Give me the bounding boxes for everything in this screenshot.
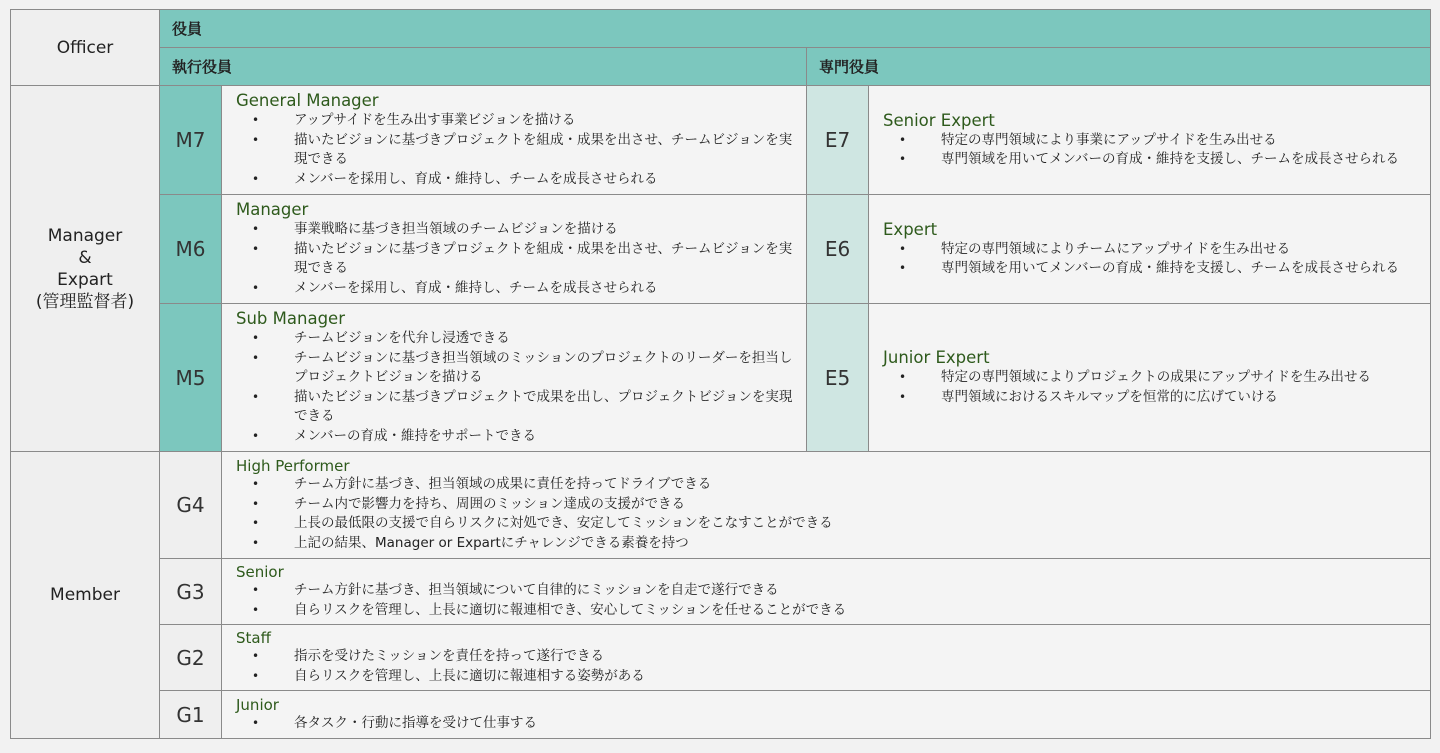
manager-category	[11, 86, 160, 452]
manager-category-line: Manager	[47, 225, 123, 246]
bullet-item: • チーム方針に基づき、担当領域について自律的にミッションを自走で遂行できる	[236, 581, 1422, 601]
bullet-list	[236, 329, 798, 446]
bullet-list	[883, 368, 1422, 407]
bullet-item: • 特定の専門領域によりプロジェクトの成果にアップサイドを生み出せる	[883, 368, 1422, 388]
senmon-header: 専門役員	[807, 48, 1431, 86]
grade-g2: G2	[160, 625, 222, 691]
grade-g4: G4	[160, 452, 222, 559]
grade-m7: M7	[160, 86, 222, 195]
bullet-item: • メンバーの育成・維持をサポートできる	[236, 427, 798, 447]
grade-m5-description	[222, 304, 807, 452]
bullet-list	[236, 111, 798, 189]
bullet-item: • アップサイドを生み出す事業ビジョンを描ける	[236, 111, 798, 131]
grade-e6: E6	[807, 195, 869, 304]
grade-title: Sub Manager	[236, 309, 345, 328]
grade-g3: G3	[160, 559, 222, 625]
grade-title: High Performer	[236, 457, 350, 475]
grade-title: Expert	[883, 219, 938, 239]
grade-g3-description	[222, 559, 1431, 625]
manager-category-line: (管理監督者)	[35, 291, 135, 312]
grade-table-container	[10, 9, 1431, 739]
bullet-item: • 専門領域におけるスキルマップを恒常的に広げていける	[883, 388, 1422, 408]
bullet-item: • メンバーを採用し、育成・維持し、チームを成長させられる	[236, 170, 798, 190]
grade-g2-description	[222, 625, 1431, 691]
grade-m5: M5	[160, 304, 222, 452]
grade-title: Senior	[236, 563, 284, 581]
grade-m7-description	[222, 86, 807, 195]
grade-e5: E5	[807, 304, 869, 452]
bullet-item: • 描いたビジョンに基づきプロジェクトを組成・成果を出させ、チームビジョンを実現できる	[236, 131, 798, 170]
grade-title: Manager	[236, 200, 309, 219]
manager-category-line: &	[78, 247, 92, 268]
grade-e6-description	[869, 195, 1431, 304]
bullet-item: • 事業戦略に基づき担当領域のチームビジョンを描ける	[236, 220, 798, 240]
grade-m6: M6	[160, 195, 222, 304]
bullet-list	[883, 131, 1422, 170]
bullet-list	[236, 581, 1422, 620]
manager-category-line: Expart	[57, 269, 113, 290]
bullet-item: • 専門領域を用いてメンバーの育成・維持を支援し、チームを成長させられる	[883, 259, 1422, 279]
bullet-item: • 専門領域を用いてメンバーの育成・維持を支援し、チームを成長させられる	[883, 150, 1422, 170]
bullet-item: • 描いたビジョンに基づきプロジェクトを組成・成果を出させ、チームビジョンを実現できる	[236, 240, 798, 279]
member-category: Member	[11, 452, 160, 739]
bullet-item: • チーム方針に基づき、担当領域の成果に責任を持ってドライブできる	[236, 475, 1422, 495]
grade-g1: G1	[160, 691, 222, 739]
bullet-item: • 自らリスクを管理し、上長に適切に報連相でき、安心してミッションを任せることができる	[236, 601, 1422, 621]
shikko-header: 執行役員	[160, 48, 807, 86]
grade-g4-description	[222, 452, 1431, 559]
bullet-list	[883, 240, 1422, 279]
grade-table	[10, 9, 1431, 739]
grade-e7: E7	[807, 86, 869, 195]
grade-e5-description	[869, 304, 1431, 452]
grade-title: Junior	[236, 695, 279, 714]
bullet-item: • 描いたビジョンに基づきプロジェクトで成果を出し、プロジェクトビジョンを実現できる	[236, 388, 798, 427]
grade-m6-description	[222, 195, 807, 304]
bullet-list	[236, 475, 1422, 553]
bullet-list	[236, 647, 1422, 686]
bullet-item: • 特定の専門領域によりチームにアップサイドを生み出せる	[883, 240, 1422, 260]
grade-title: General Manager	[236, 91, 379, 110]
grade-title: Staff	[236, 629, 271, 647]
bullet-item: • 自らリスクを管理し、上長に適切に報連相する姿勢がある	[236, 667, 1422, 687]
bullet-item: • 指示を受けたミッションを責任を持って遂行できる	[236, 647, 1422, 667]
grade-title: Senior Expert	[883, 110, 995, 130]
bullet-item: • チームビジョンに基づき担当領域のミッションのプロジェクトのリーダーを担当しプロジェクトビジョンを描ける	[236, 349, 798, 388]
bullet-item: • 特定の専門領域により事業にアップサイドを生み出せる	[883, 131, 1422, 151]
bullet-item: • チーム内で影響力を持ち、周囲のミッション達成の支援ができる	[236, 495, 1422, 515]
grade-e7-description	[869, 86, 1431, 195]
officer-header: Officer	[11, 10, 160, 86]
bullet-item: • メンバーを採用し、育成・維持し、チームを成長させられる	[236, 279, 798, 299]
yakuin-header: 役員	[160, 10, 1431, 48]
bullet-list	[236, 220, 798, 298]
bullet-item: • 上記の結果、Manager or Expartにチャレンジできる素養を持つ	[236, 534, 1422, 554]
bullet-item: • 各タスク・行動に指導を受けて仕事する	[236, 714, 1422, 734]
bullet-item: • チームビジョンを代弁し浸透できる	[236, 329, 798, 349]
grade-g1-description	[222, 691, 1431, 739]
grade-title: Junior Expert	[883, 348, 990, 367]
bullet-item: • 上長の最低限の支援で自らリスクに対処でき、安定してミッションをこなすことができる	[236, 514, 1422, 534]
bullet-list	[236, 714, 1422, 734]
